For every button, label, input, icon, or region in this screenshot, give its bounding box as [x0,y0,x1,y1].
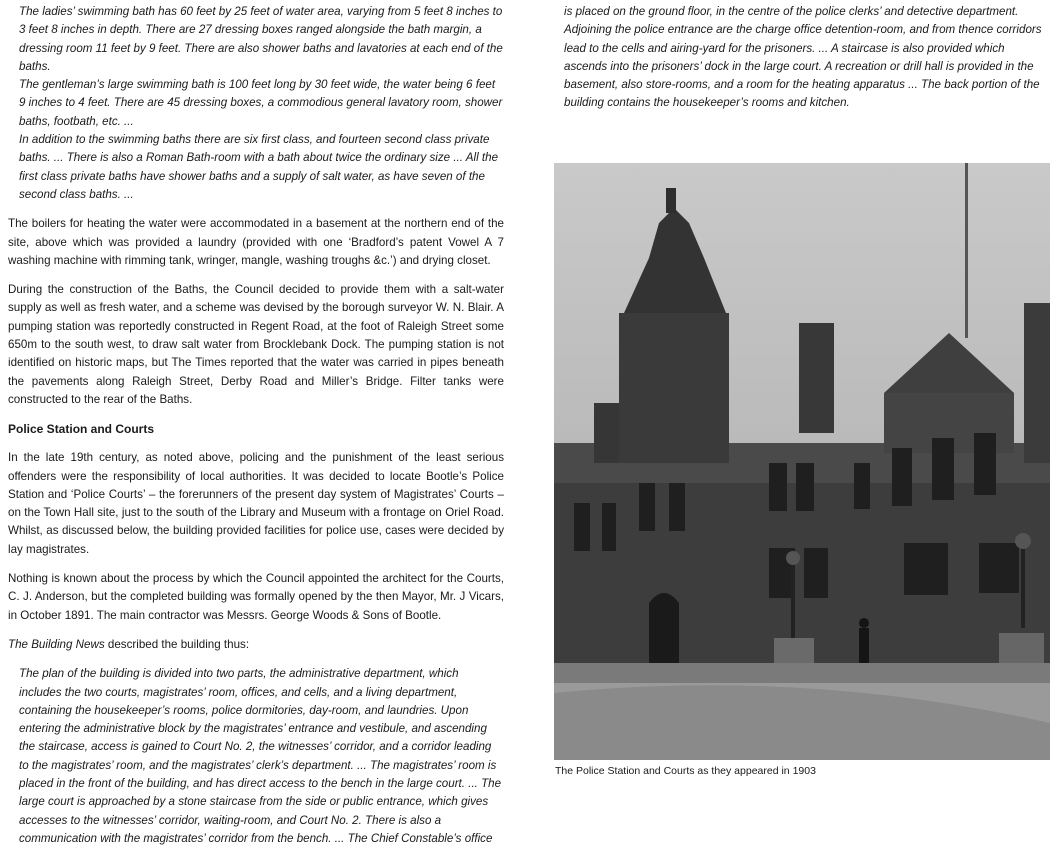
quote-private-baths: In addition to the swimming baths there are six first class, and fourteen second class private baths. ... There is also a Roman Bath-room with a bath about twice the ordinary size ... All the first class private baths have shower baths and a supply of salt water, as have seven of the second class baths. ... [19,133,499,201]
section-heading-police: Police Station and Courts [8,422,155,437]
paragraph-building-news [8,636,504,654]
quote-continued-text: is placed on the ground floor, in the centre of the police clerks’ and detective department. Adjoining the police entrance are the charge office detention-room, and from thence corridors lead to the cells and airing-yard for the prisoners. ... A staircase is also provided which ascends into the prisoners’ dock in the large court. A recreation or drill hall is provided in the basement, also store-rooms, and a room for the heating apparatus ... The back portion of the building contains the housekeeper’s rooms and kitchen. [564,5,1042,110]
right-column [564,3,1050,113]
building-news-quote [19,665,504,848]
left-column [8,3,504,848]
paragraph-boilers: The boilers for heating the water were accommodated in a basement at the northern end of the site, above which was provided a laundry (provided with one ‘Bradford’s patent Vowel A 7 washing machine with rimming tank, wringer, mangle, washing troughs &c.’) and drying closet. [8,217,504,267]
paragraph-anderson: Nothing is known about the process by which the Council appointed the architect for the Courts, C. J. Anderson, but the completed building was formally opened by the then Mayor, Mr. J Vicars, in October 1891. The main contractor was Messrs. George Woods & Sons of Bootle. [8,572,504,622]
quote-gentlemens-bath: The gentleman’s large swimming bath is 100 feet long by 30 feet wide, the water being 6 feet 9 inches to 4 feet. There are 45 dressing boxes, a commodious general lavatory room, shower baths, footbath, etc. ... [19,78,503,128]
figure-caption: The Police Station and Courts as they appeared in 1903 [555,765,816,777]
margin-note [1044,650,1052,790]
paragraph-police: In the late 19th century, as noted above, policing and the punishment of the least serious offenders were the responsibility of local authorities. It was decided to locate Bootle’s Police Station and ‘Police Courts’ – the forerunners of the present day system of Magistrates’ Courts – on the Town Hall site, just to the south of the Library and Museum with a frontage on Oriel Road. Whilst, as discussed below, the building provided facilities for police use, cases were decided by lay magistrates. [8,451,504,556]
quote-building-plan: The plan of the building is divided into two parts, the administrative department, which includes the two courts, magistrates’ room, offices, and cells, and a living department, containing the housekeeper’s rooms, police dormitories, day-room, and laundries. Upon entering the administrative block by the magistrates’ entrance and vestibule, and ascending the staircase, access is gained to Court No. 2, the witnesses’ corridor, and a corridor leading to the magistrates’ room, and the magistrates’ clerk’s department. ... The magistrates’ room is placed in the front of the building, and has direct access to the bench in the large court. ... The large court is approached by a stone staircase from the side or public entrance, which gives accesses to the witnesses’ corridor, waiting-room, and Court No. 2. There is also a communication with the magistrates’ corridor from the bench. ... The Chief Constable’s office [19,667,502,845]
building-news-rest: described the building thus: [104,637,250,651]
quote-ladies-bath: The ladies’ swimming bath has 60 feet by 25 feet of water area, varying from 5 feet 8 inches to 3 feet 8 inches in depth. There are 27 dressing boxes ranged alongside the bath margin, a dressing room 11 feet by 9 feet. There are also shower baths and lavatories at each end of the baths. [19,5,503,73]
paragraph-saltwater: During the construction of the Baths, the Council decided to provide them with a salt-water supply as well as fresh water, and a scheme was devised by the borough surveyor W. N. Blair. A pumping station was reportedly constructed in Regent Road, at the foot of Raleigh Street some 650m to the south west, to draw salt water from Brocklebank Dock. The pumping station is not identified on historic maps, but The Times reported that the water was carried in pipes beneath the pavements along Raleigh Street, Derby Road and Miller’s Bridge. Filter tanks were constructed to the rear of the Baths. [8,283,504,406]
baths-quote [19,3,504,204]
publication-title: The Building News [8,637,105,651]
police-station-photo [554,163,1050,760]
quote-continued [564,3,1050,113]
